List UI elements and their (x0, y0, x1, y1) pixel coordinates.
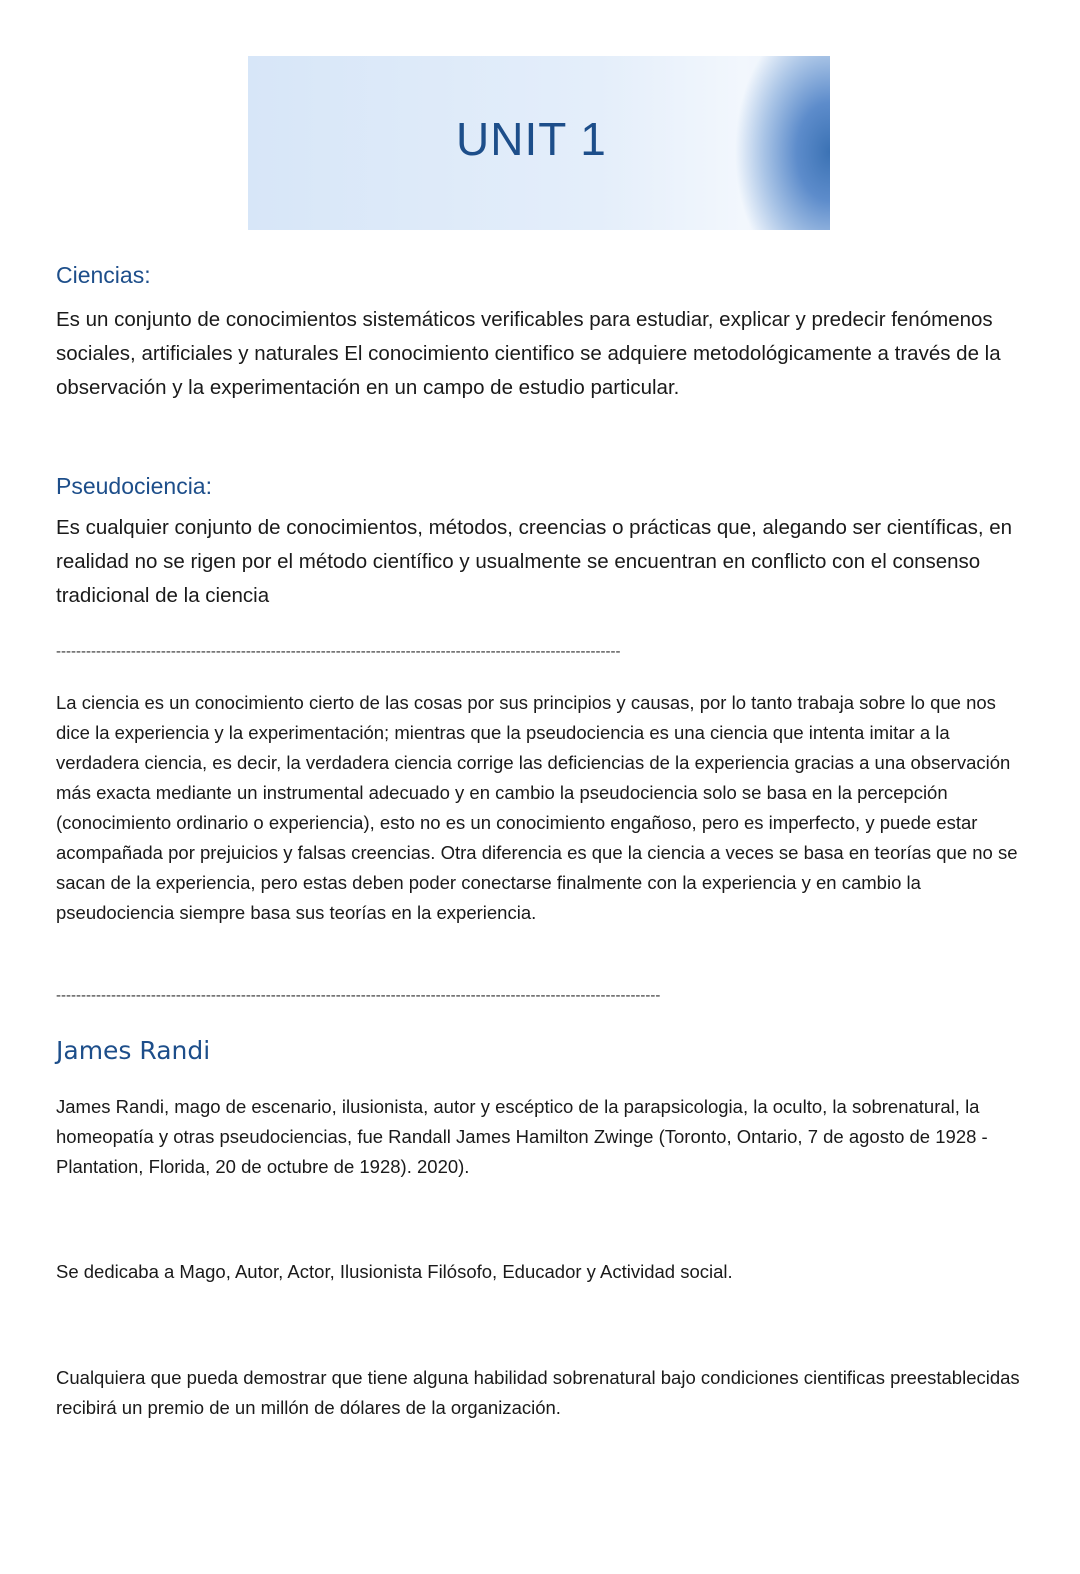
pseudociencia-heading: Pseudociencia: (56, 473, 212, 499)
unit-banner (248, 56, 830, 230)
randi-bio-paragraph: James Randi, mago de escenario, ilusionista, autor y escéptico de la parapsicologia, la oculto, la sobrenatural, la homeopatía y otras pseudociencias, fue Randall James Hamilton Zwinge (Toronto, Ontario, 7 de agosto de 1928 - Plantation, Florida, 20 de octubre de 1928). 2020). (56, 1096, 988, 1177)
ciencias-heading: Ciencias: (56, 262, 151, 288)
randi-heading: James Randi (56, 1036, 211, 1065)
comparison-paragraph: La ciencia es un conocimiento cierto de las cosas por sus principios y causas, por lo tanto trabaja sobre lo que nos dice la experiencia y la experimentación; mientras que la pseudociencia es una ciencia que intenta imitar a la verdadera ciencia, es decir, la verdadera ciencia corrige las deficiencias de la experiencia gracias a una observación más exacta mediante un instrumental adecuado y en cambio la pseudociencia solo se basa en la percepción (conocimiento ordinario o experiencia), esto no es un conocimiento engañoso, pero es imperfecto, y puede estar acompañada por prejuicios y falsas creencias. Otra diferencia es que la ciencia a veces se basa en teorías que no se sacan de la experiencia, pero estas deben poder conectarse finalmente con la experiencia y en cambio la pseudociencia siempre basa sus teorías en la experiencia. (56, 692, 1018, 923)
randi-prize-paragraph: Cualquiera que pueda demostrar que tiene alguna habilidad sobrenatural bajo condiciones cientificas preestablecidas recibirá un premio de un millón de dólares de la organización. (56, 1367, 1020, 1418)
ciencias-paragraph: Es un conjunto de conocimientos sistemáticos verificables para estudiar, explicar y predecir fenómenos sociales, artificiales y naturales El conocimiento cientifico se adquiere metodológicamente a través de la observación y la experimentación en un campo de estudio particular. (56, 308, 1001, 399)
unit-title: UNIT 1 (456, 113, 607, 165)
section-divider: ------------------------------------------------------------------------------------------------------------------------- (56, 988, 661, 1003)
pseudociencia-paragraph: Es cualquier conjunto de conocimientos, métodos, creencias o prácticas que, alegando ser científicas, en realidad no se rigen por el método científico y usualmente se encuentran en conflicto con el consenso tradicional de la ciencia (56, 516, 1013, 607)
section-divider: ----------------------------------------------------------------------------------------------------------------- (56, 644, 621, 659)
randi-occupations-paragraph: Se dedicaba a Mago, Autor, Actor, Ilusionista Filósofo, Educador y Actividad social. (56, 1261, 733, 1282)
